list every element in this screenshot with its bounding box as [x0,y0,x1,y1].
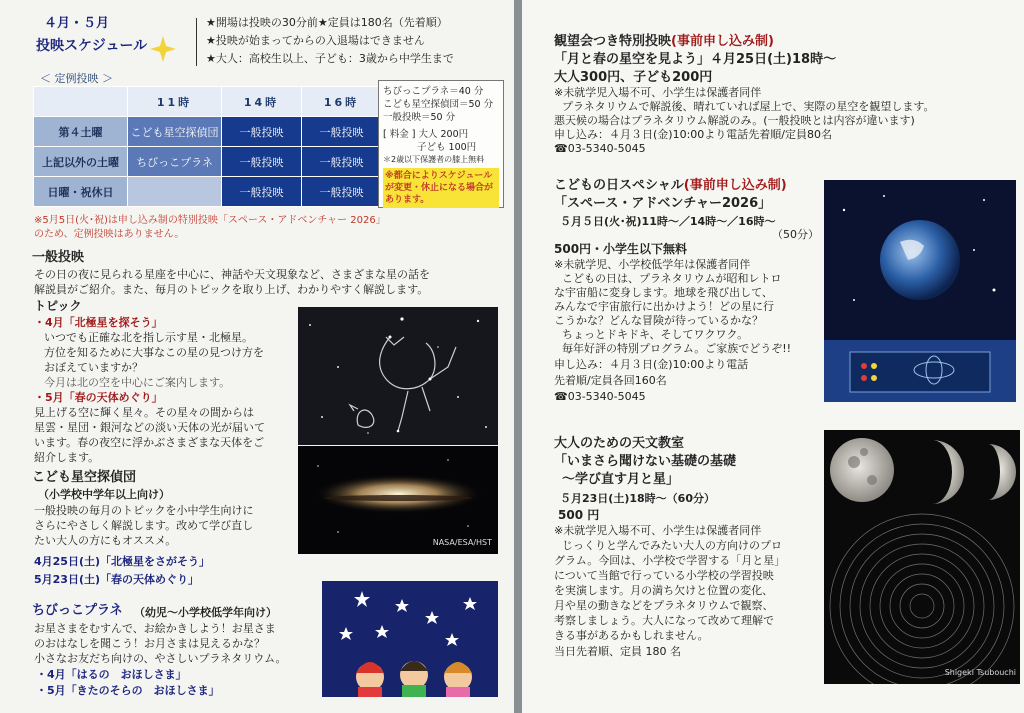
may-topic-text: 紹介します。 [34,451,100,464]
detective-text: たい大人の方にもオススメ。 [34,534,177,547]
special-note: のため、定例投映はありません。 [34,229,185,240]
kids-day-price: 500円・小学生以下無料 [554,242,688,256]
adult-class-price: 500 円 [558,508,600,522]
detective-date: 5月23日(土)「春の天体めぐり」 [34,573,200,586]
header-note: ★大人：高校生以上、子ども：3歳から中学生まで [206,52,454,65]
april-topic-text: おぼえていますか？ [44,361,143,374]
adult-class-text: じっくりと学んでみたい大人の方向けのプロ [562,539,782,552]
schedule-row-label: 上記以外の土曜 [34,147,128,177]
chibikko-text: 小さなお友だち向けの、やさしいプラネタリウム。 [34,652,287,665]
schedule-corner [34,87,128,117]
fee-note: ＊2歳以下保護者の膝上無料 [383,155,485,164]
schedule-cell: 一般投映 [302,177,382,207]
kids-day-text: 先着順/定員各回160名 [554,374,667,387]
notice-line: が変更・休止になる場合が [385,183,494,193]
header-note: ★投映が始まってからの入退場はできません [206,34,425,47]
kids-day-text: な宇宙船に変身します。地球を飛び出して、 [554,286,773,299]
kids-day-title-main: こどもの日スペシャル [554,178,684,193]
kids-stars-illustration [322,581,498,697]
star-icon [150,36,176,62]
schedule-cell: 一般投映 [222,177,302,207]
moon-event-text: 申し込み：４月３日(金)10:00より電話先着順/定員80名 [554,128,832,141]
schedule-col-header: 14時 [222,87,302,117]
schedule-cell: 一般投映 [222,147,302,177]
schedule-cell [128,177,222,207]
adult-class-date: ５月23日(土)18時～（60分） [560,492,715,505]
header-note: ★開場は投映の30分前★定員は180名（先着順） [206,16,448,29]
adult-class-subtitle: 「いまさら聞けない基礎の基礎 [554,454,737,469]
topic-title: トピック [34,299,82,313]
fee-line: 子ども 100円 [417,142,477,153]
detective-title: こども星空探偵団 [32,470,137,485]
info-line: ちびっこプラネ＝40 分 [383,86,484,97]
moon-event-text: ※未就学児入場不可、小学生は保護者同伴 [554,86,762,99]
april-topic-text: いつでも正確な北を指し示す星・北極星。 [44,331,253,344]
chibikko-text: のおはなしを聞こう！お月さまは見えるかな？ [34,637,265,650]
kids-day-text: ※未就学児、小学校低学年は保護者同伴 [554,258,751,271]
kids-day-subtitle: 「スペース・アドベンチャー2026」 [554,196,772,211]
kids-day-text: 毎年好評の特別プログラム。ご家族でどうぞ!! [562,342,792,355]
kids-day-text: 申し込み：４月３日(金)10:00より電話 [554,358,749,371]
children-figures [356,661,472,697]
kids-day-times: ５月５日(火･祝)11時～／14時～／16時～ [560,215,776,228]
moon-event-phone: ☎03-5340-5045 [554,142,646,155]
kids-day-text: こどもの日は、プラネタリウムが昭和レトロ [562,272,782,285]
moon-event-subtitle: 「月と春の星空を見よう」４月25日(土)18時～ [554,52,837,67]
kids-day-duration: （50分） [772,228,819,241]
adult-class-text: について当館で行っている小学校の学習投映 [554,569,774,582]
april-topic-text: 今月は北の空を中心にご案内します。 [44,376,231,389]
info-box [378,80,504,208]
adult-class-title: 大人のための天文教室 [554,436,685,451]
adult-class-text: グラム。今回は、小学校で学習する「月と星」 [554,554,786,567]
may-topic-text: 見上げる空に輝く星々。その星々の間からは [34,406,254,419]
info-line: 一般投映＝50 分 [383,112,456,123]
chibikko-title: ちびっこプラネ [32,603,123,618]
kids-day-text: こうかな？どんな冒険が待っているかな？ [554,314,763,327]
photo-credit: NASA/ESA/HST [432,538,492,547]
moon-event-title-tag: (事前申し込み制) [671,34,774,49]
schedule-cell: 一般投映 [302,117,382,147]
kids-day-title [554,178,787,194]
schedule-cell: 一般投映 [302,147,382,177]
april-topic-title: ・4月「北極星を探そう」 [34,316,163,329]
schedule-row [34,117,382,147]
schedule-row-label: 第４土曜 [34,117,128,147]
constellation-image [298,307,498,445]
schedule-col-header: 11時 [128,87,222,117]
moon-event-title [554,34,774,50]
kids-day-title-tag: (事前申し込み制) [683,178,787,193]
chibikko-subtitle: （幼児～小学校低学年向け） [134,606,277,619]
adult-class-text: 月や星の動きなどをプラネタリウムで観察、 [554,599,774,612]
adult-class-text: きる事があるかもしれません。 [554,629,709,642]
schedule-col-header: 16時 [302,87,382,117]
galaxy-image [298,446,498,554]
may-topic-text: います。春の夜空に浮かぶさまざまな天体をご [34,436,265,449]
moon-startrail-image [824,430,1020,684]
detective-date: 4月25日(土)「北極星をさがそう」 [34,555,211,568]
general-title: 一般投映 [32,250,85,265]
kids-day-text: みんなで宇宙旅行に出かけよう！どの星に行 [554,300,774,313]
notice-line: ※都合によりスケジュール [385,171,493,181]
general-desc: その日の夜に見られる星座を中心に、神話や天文現象など、さまざまな星の話を [34,268,430,281]
info-line: こども星空探偵団＝50 分 [383,99,494,110]
schedule-cell: 一般投映 [222,117,302,147]
adult-class-text: 考察しましょう。大人になって改めて理解で [554,614,774,627]
schedule-table [33,86,382,207]
schedule-header-row [34,87,382,117]
star-icon [339,591,477,646]
photo-credit: Shigeki Tsubouchi [944,668,1016,677]
moon-event-title-main: 観望会つき特別投映 [554,34,672,49]
general-desc: 解説員がご紹介。また、毎月のトピックを取り上げ、わかりやすく解説します。 [34,283,429,296]
schedule-row [34,147,382,177]
schedule-title-line1: ４月・５月 [44,16,110,31]
schedule-cell: ちびっこプラネ [128,147,222,177]
regular-label: ＜ 定例投映 ＞ [40,72,113,85]
fee-line: [ 料金 ] 大人 200円 [383,129,469,140]
april-topic-text: 方位を知るために大事なこの星の見つけ方を [44,346,264,359]
chibikko-item: ・4月「はるの おほしさま」 [36,668,187,681]
adult-class-subtitle: ～学び直す月と星」 [562,472,680,487]
schedule-cell: こども星空探偵団 [128,117,222,147]
kids-day-phone: ☎03-5340-5045 [554,390,646,403]
adult-class-text: ※未就学児入場不可、小学生は保護者同伴 [554,524,762,537]
detective-text: さらにやさしく解説します。改めて学び直し [34,519,254,532]
right-page [522,0,1024,713]
schedule-row-label: 日曜・祝休日 [34,177,128,207]
chibikko-text: お星さまをむすんで、お絵かきしよう！お星さま [34,622,276,635]
notice-line: あります。 [385,195,430,205]
divider [196,18,197,66]
special-note: ※5月5日(火･祝)は申し込み制の特別投映「スペース・アドベンチャー 2026」 [34,215,386,226]
detective-text: 一般投映の毎月のトピックを小中学生向けに [34,504,254,517]
earth-spaceship-image [824,180,1016,402]
moon-event-text: プラネタリウムで解説後、晴れていれば屋上で、実際の星空を観望します。 [562,100,935,113]
chibikko-item: ・5月「きたのそらの おほしさま」 [36,684,220,697]
moon-event-text: 悪天候の場合はプラネタリウム解説のみ。(一般投映とは内容が違います) [554,114,915,127]
schedule-title-line2: 投映スケジュール [36,38,148,54]
notice-highlight [383,168,499,208]
kids-day-text: ちょっとドキドキ、そしてワクワク。 [562,328,749,341]
adult-class-text: 当日先着順、定員 180 名 [554,645,681,658]
adult-class-text: を実演します。月の満ち欠けと位置の変化、 [554,584,774,597]
may-topic-text: 星雲・星団・銀河などの淡い天体の光が届いて [34,421,265,434]
detective-subtitle: （小学校中学年以上向け） [38,488,170,501]
schedule-row [34,177,382,207]
may-topic-title: ・5月「春の天体めぐり」 [34,391,163,404]
moon-event-price: 大人300円、子ども200円 [554,70,713,85]
